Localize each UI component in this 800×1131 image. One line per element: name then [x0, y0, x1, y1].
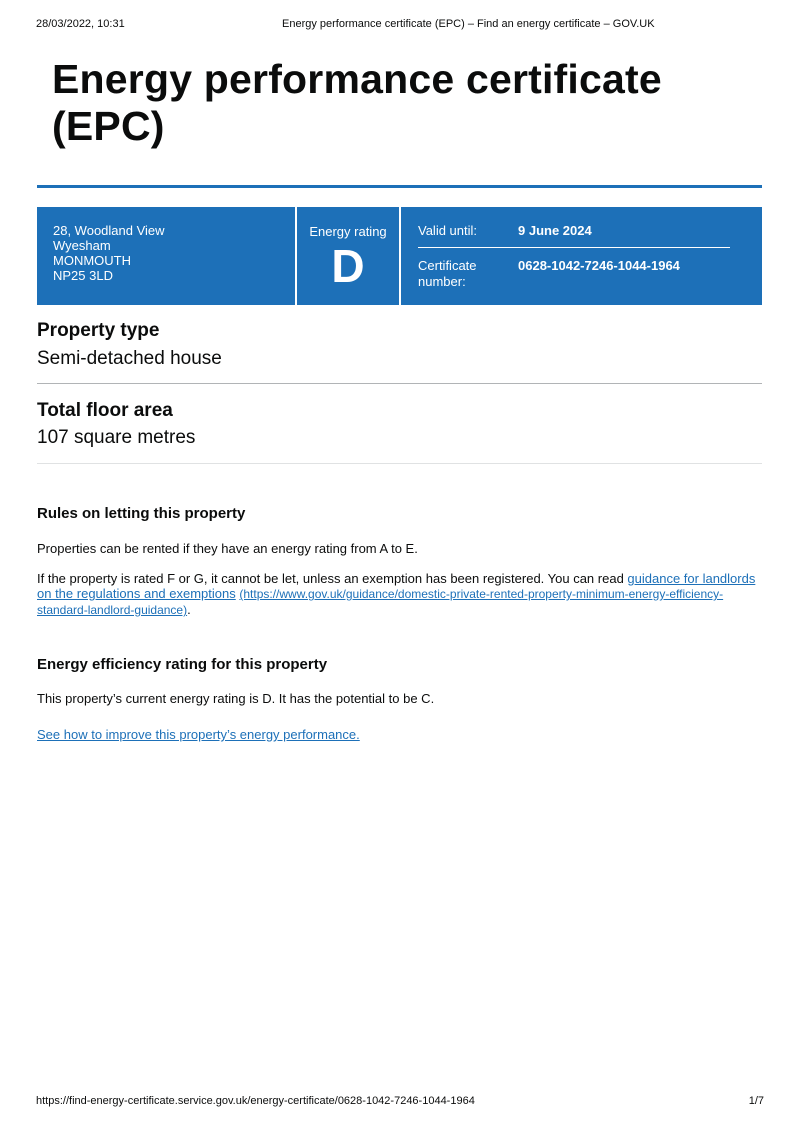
landlord-guidance-link[interactable]: guidance for landlords on the regulations and exemptions — [37, 571, 756, 601]
title-divider — [37, 185, 762, 188]
property-type-label: Property type — [37, 320, 160, 341]
print-page-number: 1/7 — [748, 1095, 764, 1107]
print-date: 28/03/2022, 10:31 — [36, 18, 125, 30]
section-divider — [37, 383, 762, 384]
letting-rules-text: Properties can be rented if they have an energy rating from A to E. — [37, 541, 418, 556]
address-line: NP25 3LD — [53, 268, 113, 283]
valid-until-value: 9 June 2024 — [518, 223, 592, 238]
letting-exemption-text: If the property is rated F or G, it cannot be let, unless an exemption has been registered. You can read — [37, 571, 628, 586]
summary-row-divider — [418, 247, 730, 248]
property-type-value: Semi-detached house — [37, 348, 222, 369]
energy-rating-value: D — [331, 240, 365, 292]
print-header — [36, 18, 764, 34]
certificate-summary — [37, 207, 762, 305]
landlord-guidance-url[interactable]: (https://www.gov.uk/guidance/domestic-private-rented-property-minimum-energy-efficiency-standard-landlord-guidance) — [37, 587, 724, 617]
address-line: 28, Woodland View — [53, 223, 165, 238]
efficiency-text: This property’s current energy rating is D. It has the potential to be C. — [37, 691, 435, 706]
efficiency-heading: Energy efficiency rating for this property — [37, 656, 328, 673]
certificate-number-value: 0628-1042-7246-1044-1964 — [518, 258, 680, 273]
property-address — [53, 223, 165, 283]
address-line: Wyesham — [53, 238, 111, 253]
print-url: https://find-energy-certificate.service.gov.uk/energy-certificate/0628-1042-7246-1044-1964 — [36, 1095, 475, 1107]
letting-rules-heading: Rules on letting this property — [37, 505, 246, 522]
certificate-number-label: Certificate number: — [418, 258, 477, 289]
floor-area-value: 107 square metres — [37, 427, 196, 448]
page-title: Energy performance certificate (EPC) — [52, 56, 662, 149]
print-footer — [36, 1095, 764, 1111]
valid-until-label: Valid until: — [418, 223, 478, 238]
summary-divider — [399, 207, 401, 305]
floor-area-label: Total floor area — [37, 400, 173, 421]
improve-performance-link[interactable]: See how to improve this property’s energy performance. — [37, 727, 360, 742]
letting-exemption-paragraph — [37, 571, 767, 618]
address-line: MONMOUTH — [53, 253, 131, 268]
section-divider — [37, 463, 762, 464]
improve-link-wrapper — [37, 727, 767, 742]
paragraph-end: . — [187, 602, 191, 617]
print-page-title: Energy performance certificate (EPC) – Find an energy certificate – GOV.UK — [282, 18, 655, 30]
energy-rating-label: Energy rating — [309, 224, 387, 239]
